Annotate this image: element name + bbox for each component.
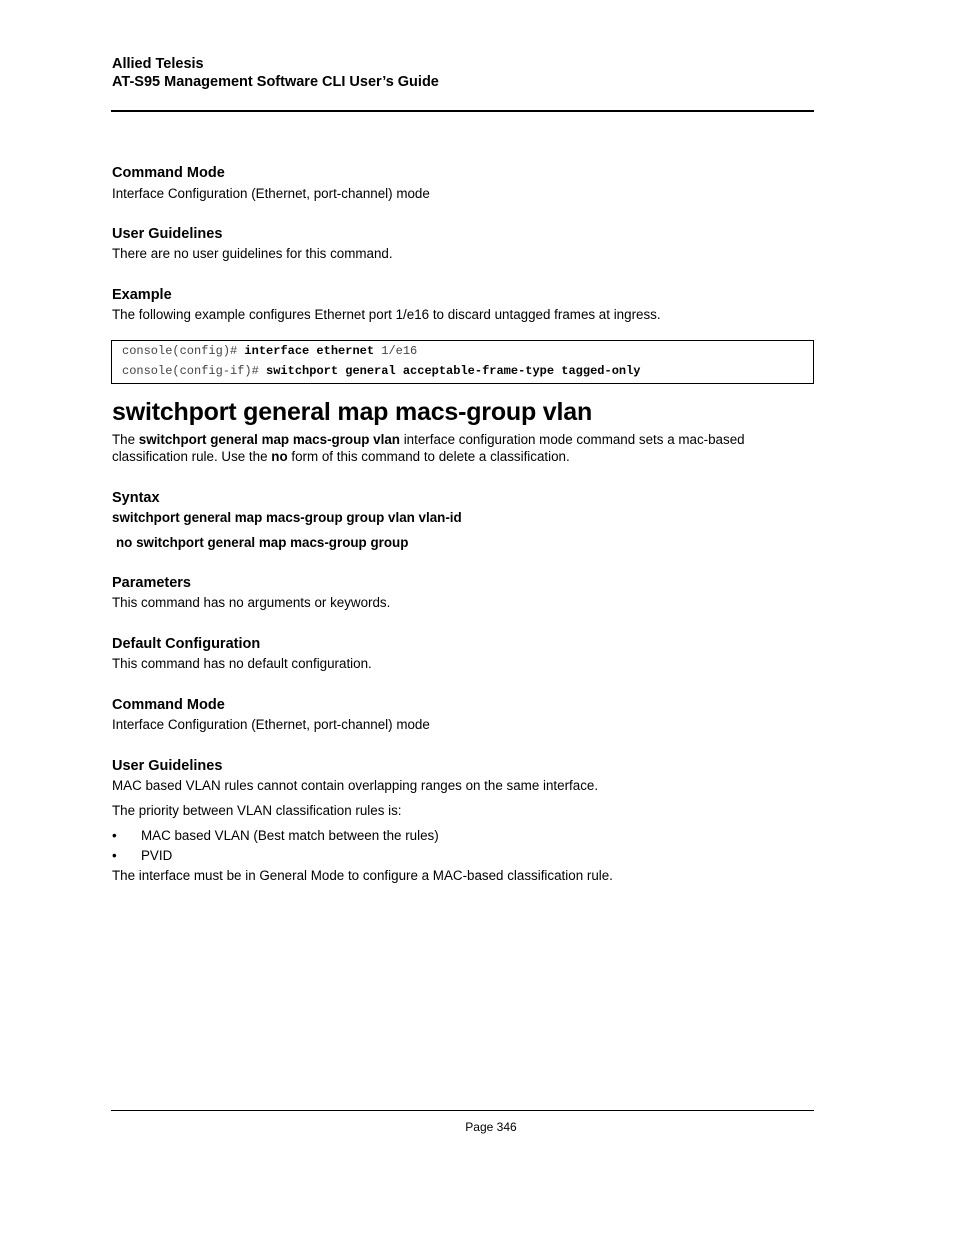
user-guidelines-text: There are no user guidelines for this command. — [112, 246, 393, 261]
syntax-line: switchport general map macs-group group vlan vlan-id — [112, 510, 462, 525]
syntax-line: no switchport general map macs-group group — [116, 535, 409, 550]
section-title: switchport general map macs-group vlan — [112, 398, 593, 426]
bullet-icon: • — [112, 828, 117, 843]
intro-text: form of this command to delete a classification. — [287, 449, 570, 464]
user-guidelines-text: The interface must be in General Mode to configure a MAC-based classification rule. — [112, 868, 613, 883]
user-guidelines-text: MAC based VLAN rules cannot contain overlapping ranges on the same interface. — [112, 778, 599, 793]
footer-rule — [111, 1110, 814, 1111]
code-line — [122, 364, 641, 378]
example-heading: Example — [112, 287, 172, 303]
list-item: PVID — [141, 848, 173, 863]
bullet-icon: • — [112, 848, 117, 863]
user-guidelines-heading: User Guidelines — [112, 758, 223, 774]
intro-command-name: switchport general map macs-group vlan — [138, 432, 400, 447]
intro-no-keyword: no — [271, 449, 288, 464]
code-prompt: console(config-if)# — [122, 364, 267, 378]
page-number: Page 346 — [465, 1120, 517, 1134]
code-example-box — [111, 340, 814, 384]
parameters-heading: Parameters — [112, 575, 191, 591]
command-mode-heading: Command Mode — [112, 165, 225, 181]
command-mode-text: Interface Configuration (Ethernet, port-channel) mode — [112, 717, 430, 732]
command-mode-heading: Command Mode — [112, 697, 225, 713]
code-prompt: console(config)# — [122, 344, 245, 358]
header-rule — [111, 110, 814, 112]
user-guidelines-text: The priority between VLAN classification rules is: — [112, 803, 402, 818]
list-item: MAC based VLAN (Best match between the rules) — [141, 828, 439, 843]
section-intro — [112, 431, 812, 465]
parameters-text: This command has no arguments or keywords. — [112, 595, 391, 610]
code-command: interface ethernet — [244, 344, 375, 358]
code-line — [122, 344, 417, 358]
guide-title: AT-S95 Management Software CLI User’s Guide — [112, 74, 439, 90]
command-mode-text: Interface Configuration (Ethernet, port-channel) mode — [112, 186, 430, 201]
code-command: switchport general acceptable-frame-type tagged-only — [266, 364, 641, 378]
example-text: The following example configures Ethernet port 1/e16 to discard untagged frames at ingress. — [112, 307, 661, 322]
company-name: Allied Telesis — [112, 56, 204, 72]
syntax-heading: Syntax — [112, 490, 160, 506]
intro-text: The — [112, 432, 139, 447]
code-arg: 1/e16 — [374, 344, 418, 358]
default-config-text: This command has no default configuration. — [112, 656, 372, 671]
user-guidelines-heading: User Guidelines — [112, 226, 223, 242]
default-config-heading: Default Configuration — [112, 636, 261, 652]
intro-text: interface configuration mode command sets a mac-based classification rule. Use the — [112, 432, 745, 464]
